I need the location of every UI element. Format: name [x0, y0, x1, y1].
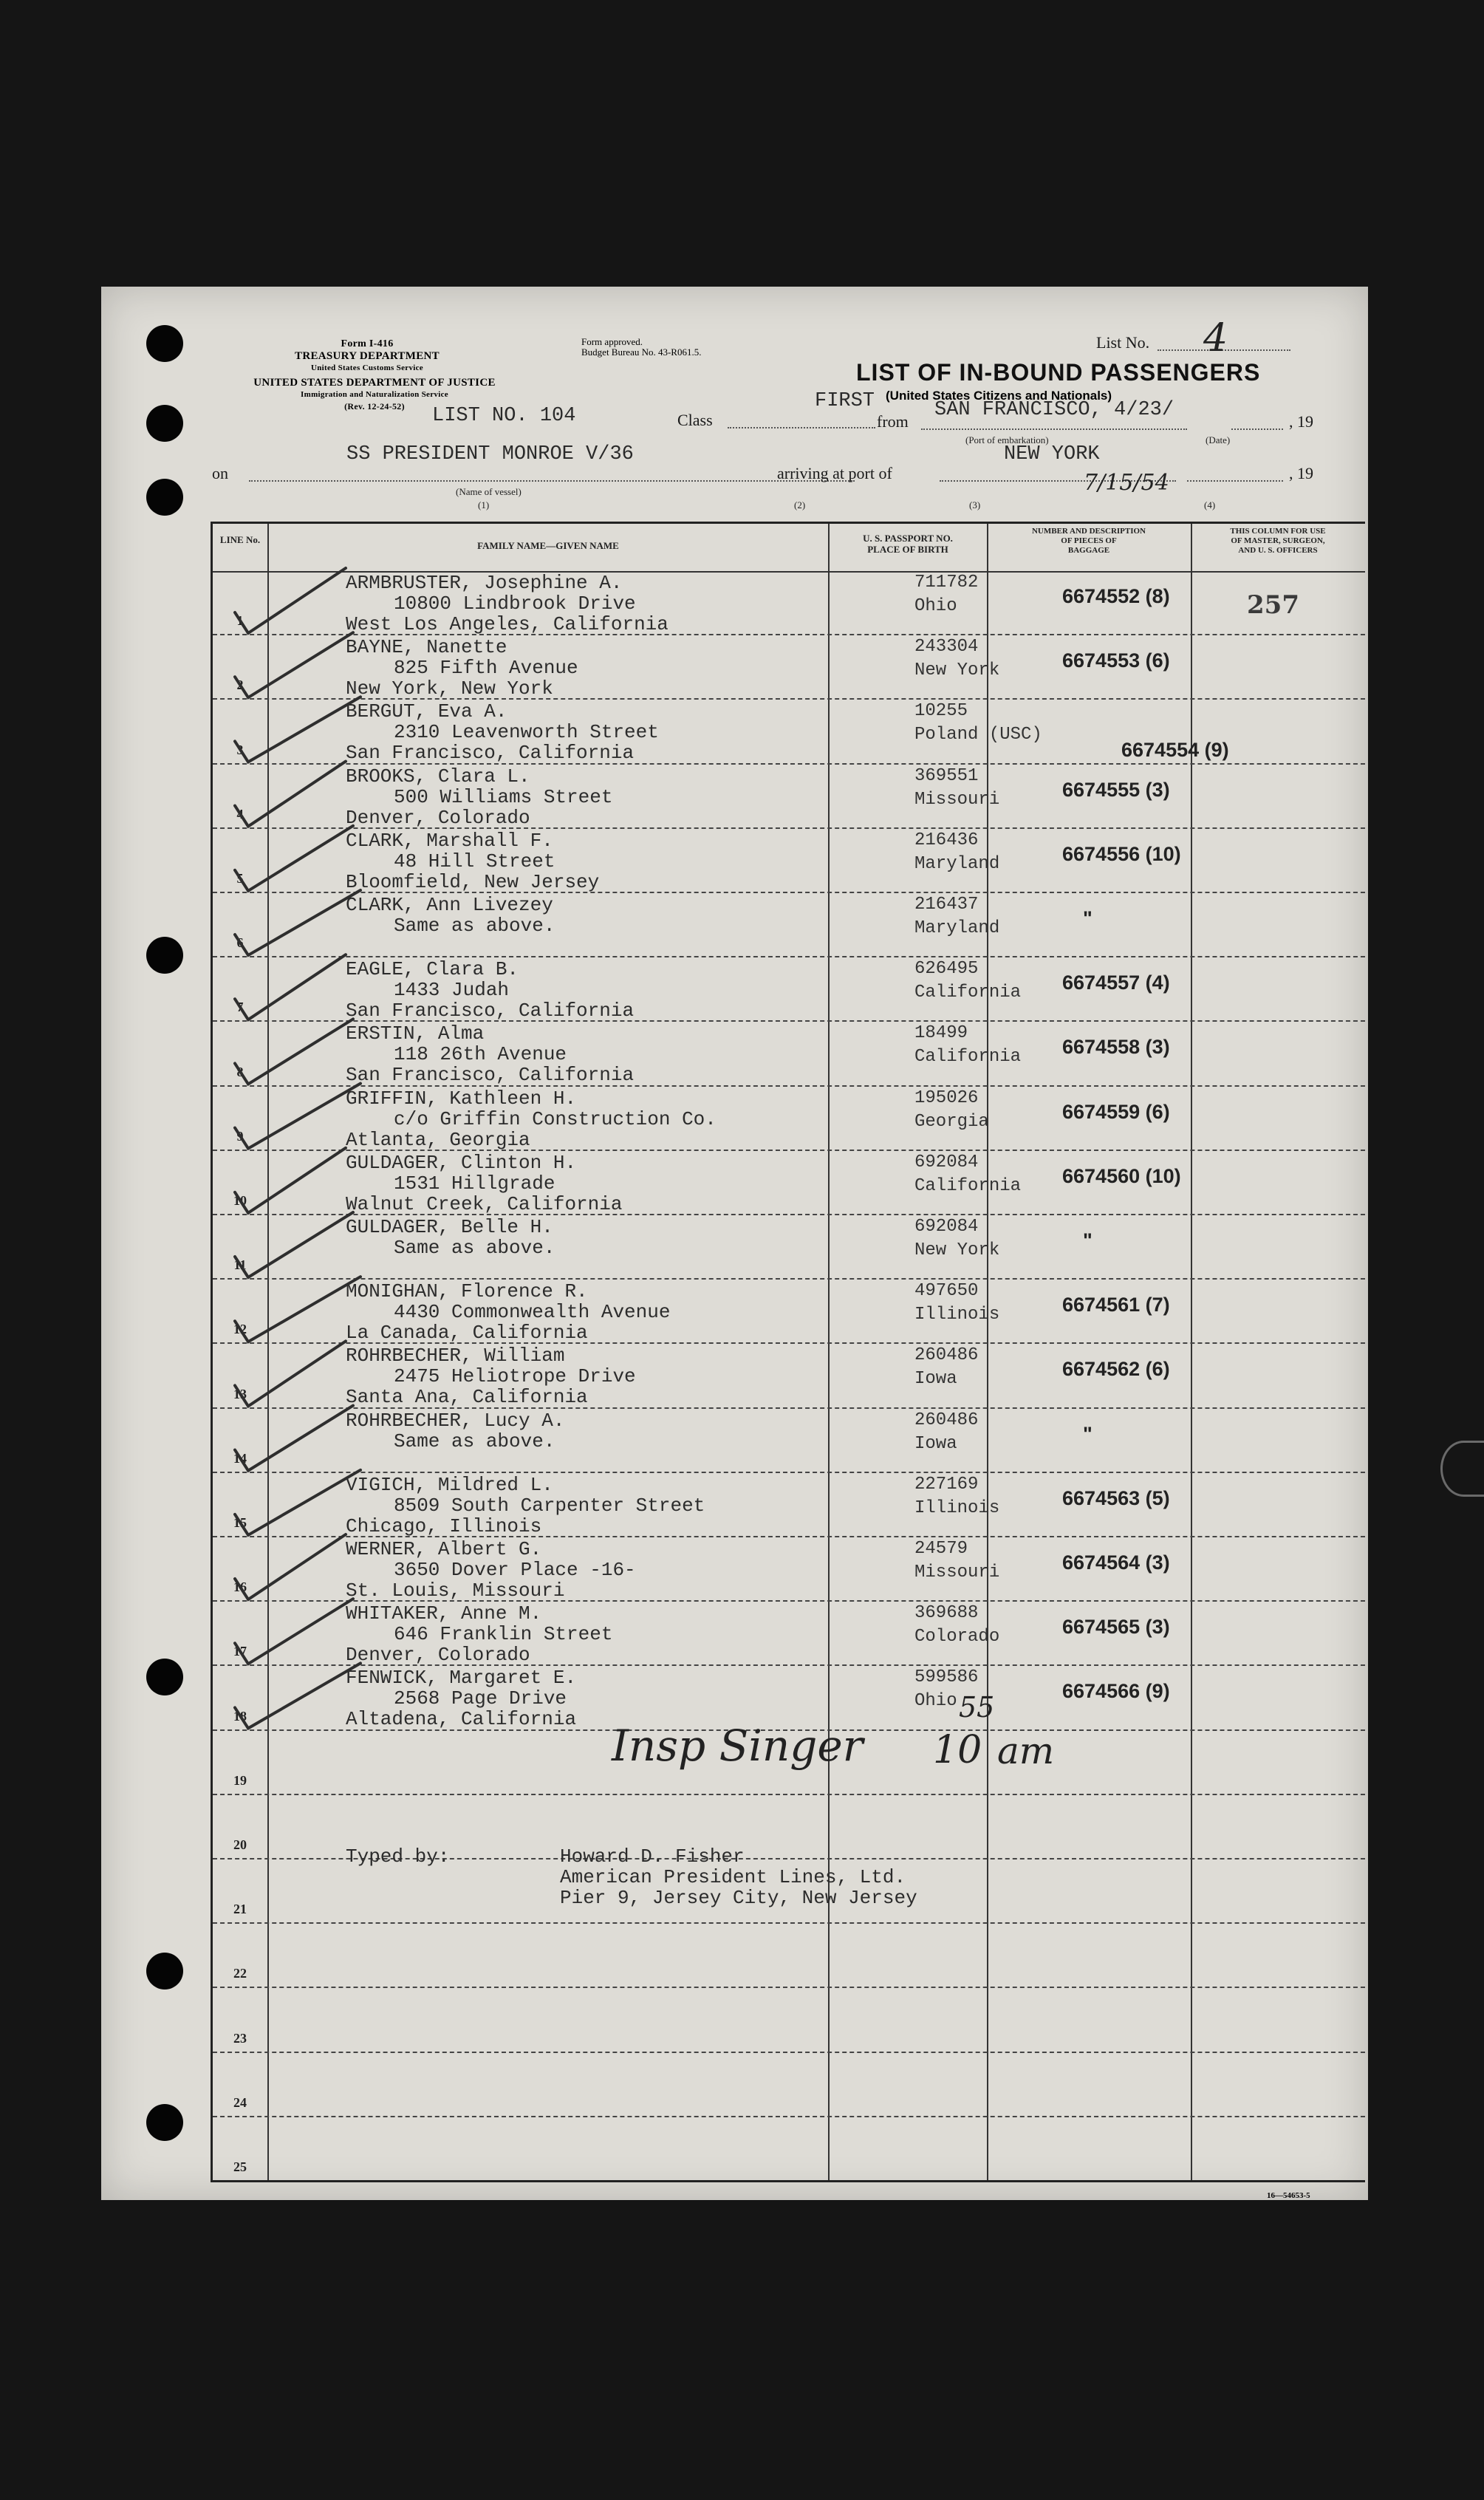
- baggage-entry: 6674560 (10): [1062, 1164, 1181, 1187]
- row-rule: [213, 2052, 1365, 2053]
- baggage-entry: 6674562 (6): [1062, 1358, 1170, 1381]
- passenger-address-1: 825 Fifth Avenue: [394, 657, 578, 680]
- check-mark: [235, 1663, 360, 1728]
- passenger-address-1: 1531 Hillgrade: [394, 1172, 555, 1195]
- baggage-entry: 6674564 (3): [1062, 1551, 1170, 1574]
- passenger-name: VIGICH, Mildred L.: [346, 1473, 553, 1496]
- passport-number: 243304: [914, 637, 979, 658]
- binder-hole: [146, 1953, 183, 1990]
- line-number: 25: [233, 2159, 247, 2174]
- vessel-caption: (Name of vessel): [456, 486, 522, 497]
- passenger-address-1: 500 Williams Street: [394, 785, 613, 808]
- check-mark: [235, 1019, 353, 1084]
- col-head-line-no: LINE No.: [219, 534, 261, 545]
- passport-number: 216436: [914, 830, 979, 850]
- passenger-address-1: 118 26th Avenue: [394, 1043, 567, 1066]
- arriving-label: arriving at port of: [777, 464, 892, 482]
- row-rule: [213, 2116, 1365, 2117]
- line-number: 14: [233, 1450, 247, 1466]
- place-of-birth: Illinois: [914, 1305, 1000, 1325]
- line-number: 18: [233, 1708, 247, 1724]
- place-of-birth: Missouri: [914, 1562, 1000, 1582]
- passport-number: 227169: [914, 1474, 979, 1495]
- passenger-address-1: 1433 Judah: [394, 979, 510, 1002]
- typed-by-label: Typed by:: [346, 1845, 450, 1868]
- embarkation-caption: (Port of embarkation): [965, 434, 1049, 445]
- place-of-birth: Maryland: [914, 918, 1000, 938]
- passenger-address-2: West Los Angeles, California: [346, 613, 669, 635]
- passenger-address-1: 8509 South Carpenter Street: [394, 1494, 705, 1517]
- passport-number: 10255: [914, 701, 968, 722]
- binder-hole: [146, 2104, 183, 2141]
- form-agency-block: [271, 338, 463, 374]
- line-number: 23: [233, 2030, 247, 2046]
- col-divider: [1191, 524, 1192, 2180]
- line-number: 7: [236, 1000, 244, 1015]
- form-approved: Form approved.: [581, 336, 643, 347]
- place-of-birth: Colorado: [914, 1627, 1000, 1647]
- arrival-port: NEW YORK: [1004, 443, 1100, 465]
- class-value: FIRST: [815, 390, 875, 412]
- year-label-2: , 19: [1289, 464, 1313, 482]
- place-of-birth: California: [914, 983, 1022, 1003]
- form-number: Form I-416: [341, 338, 394, 349]
- place-of-birth: Poland (USC): [914, 725, 1042, 745]
- passenger-address-1: 48 Hill Street: [394, 850, 555, 872]
- check-mark: [235, 1599, 353, 1664]
- check-mark: [235, 954, 346, 1020]
- passenger-address-1: 10800 Lindbrook Drive: [394, 592, 636, 615]
- revision-label: (Rev. 12-24-52): [344, 401, 405, 411]
- check-mark: [235, 1212, 353, 1277]
- from-line: [921, 428, 1187, 430]
- place-of-birth: Ohio: [914, 596, 957, 616]
- arrival-date: 7/15/54: [1084, 470, 1169, 496]
- customs-label: United States Customs Service: [311, 363, 423, 372]
- class-label: Class: [677, 411, 713, 429]
- passport-number: 626495: [914, 959, 979, 980]
- passenger-address-1: Same as above.: [394, 915, 555, 937]
- passport-number: 711782: [914, 573, 979, 592]
- typed-by-address: Pier 9, Jersey City, New Jersey: [560, 1887, 917, 1909]
- inspection-hour: 10: [933, 1728, 982, 1772]
- line-number: 1: [236, 613, 244, 629]
- form-title: LIST OF IN-BOUND PASSENGERS: [856, 359, 1261, 386]
- baggage-entry: 6674557 (4): [1062, 971, 1170, 994]
- line-number: 19: [233, 1772, 247, 1788]
- col-divider: [828, 524, 830, 2180]
- baggage-entry: 6674563 (5): [1062, 1486, 1170, 1509]
- passenger-address-1: 3650 Dover Place -16-: [394, 1559, 636, 1581]
- check-mark: [235, 1406, 353, 1471]
- place-of-birth: Illinois: [914, 1497, 1000, 1518]
- passport-number: 369551: [914, 765, 979, 786]
- passport-number: 692084: [914, 1152, 979, 1172]
- next-page-edge: [1440, 1441, 1484, 1497]
- line-number: 15: [233, 1515, 247, 1530]
- line-number: 13: [233, 1386, 247, 1401]
- passenger-name: ARMBRUSTER, Josephine A.: [346, 572, 623, 594]
- passenger-address-2: Denver, Colorado: [346, 1644, 530, 1667]
- ins-label: Immigration and Naturalization Service: [301, 390, 448, 399]
- check-mark: [235, 1341, 346, 1406]
- typed-list-no: LIST NO. 104: [432, 405, 576, 427]
- col-head-passport-1: U. S. PASSPORT NO.: [863, 533, 953, 544]
- passenger-name: ERSTIN, Alma: [346, 1022, 485, 1045]
- binder-hole: [146, 405, 183, 442]
- passenger-name: WHITAKER, Anne M.: [346, 1602, 542, 1625]
- binder-hole: [146, 325, 183, 362]
- baggage-entry: 6674566 (9): [1062, 1680, 1170, 1703]
- passenger-address-2: Walnut Creek, California: [346, 1192, 623, 1215]
- col-head-officers-2: OF MASTER, SURGEON,: [1231, 536, 1325, 545]
- baggage-entry: 6674555 (3): [1062, 778, 1170, 801]
- line-number: 12: [233, 1322, 247, 1337]
- passport-number: 692084: [914, 1217, 979, 1237]
- place-of-birth: New York: [914, 660, 1000, 681]
- line-number: 16: [233, 1579, 247, 1595]
- baggage-entry: 6674558 (3): [1062, 1036, 1170, 1059]
- place-of-birth: Missouri: [914, 789, 1000, 810]
- line-number: 5: [236, 871, 244, 886]
- budget-number: Budget Bureau No. 43-R061.5.: [581, 346, 702, 358]
- passport-number: 599586: [914, 1667, 979, 1688]
- citizens-subtitle: (United States Citizens and Nationals): [886, 389, 1112, 403]
- passport-number: 18499: [914, 1023, 968, 1044]
- col-head-baggage-1: NUMBER AND DESCRIPTION: [1031, 527, 1146, 536]
- passenger-address-2: St. Louis, Missouri: [346, 1579, 565, 1602]
- passenger-address-2: Atlanta, Georgia: [346, 1128, 530, 1151]
- line-number: 3: [236, 742, 244, 757]
- inspection-ampm: am: [997, 1729, 1055, 1772]
- date-caption: (Date): [1206, 434, 1231, 445]
- class-line: [728, 427, 875, 428]
- typed-by-name: Howard D. Fisher: [560, 1845, 745, 1868]
- passenger-address-2: Bloomfield, New Jersey: [346, 870, 600, 893]
- passenger-address-1: c/o Griffin Construction Co.: [394, 1107, 717, 1130]
- passenger-address-2: San Francisco, California: [346, 1000, 635, 1022]
- check-mark: [235, 1470, 360, 1535]
- line-number: 11: [233, 1257, 247, 1273]
- list-no-value: 4: [1203, 316, 1228, 361]
- passenger-table: [211, 522, 1365, 2182]
- passport-number: 216437: [914, 895, 979, 915]
- passenger-address-2: La Canada, California: [346, 1322, 588, 1345]
- line-number: 10: [233, 1193, 247, 1208]
- col-head-passport: [830, 533, 985, 555]
- baggage-entry: 6674565 (3): [1062, 1616, 1170, 1639]
- passenger-address-1: 646 Franklin Street: [394, 1623, 613, 1646]
- passport-number: 497650: [914, 1281, 979, 1302]
- footer-code: 16—54653-5: [1267, 2191, 1310, 2200]
- vessel-line: [249, 480, 855, 482]
- baggage-entry: 6674552 (8): [1062, 585, 1170, 607]
- check-mark: [235, 762, 346, 827]
- col-head-baggage-3: BAGGAGE: [1067, 546, 1110, 555]
- baggage-entry: 6674553 (6): [1062, 649, 1170, 672]
- passenger-address-1: 2568 Page Drive: [394, 1687, 567, 1710]
- justice-label: UNITED STATES DEPARTMENT OF JUSTICE: [253, 377, 496, 389]
- check-mark: [235, 568, 346, 633]
- passenger-name: CLARK, Ann Livezey: [346, 894, 553, 916]
- place-of-birth: Georgia: [914, 1111, 989, 1132]
- passenger-address-2: Santa Ana, California: [346, 1386, 588, 1409]
- baggage-entry: 6674554 (9): [1121, 739, 1229, 762]
- passenger-address-1: 2310 Leavenworth Street: [394, 721, 659, 744]
- col-head-baggage-2: OF PIECES OF: [1061, 536, 1117, 545]
- line-number: 21: [233, 1902, 247, 1917]
- passenger-address-2: Denver, Colorado: [346, 806, 530, 829]
- col-head-baggage: [988, 527, 1189, 556]
- typed-by-company: American President Lines, Ltd.: [560, 1866, 906, 1888]
- passenger-address-2: New York, New York: [346, 677, 553, 700]
- check-mark: [235, 1277, 360, 1342]
- inspection-minutes: 55: [959, 1691, 995, 1724]
- row-rule: [213, 1987, 1365, 1988]
- passenger-name: ROHRBECHER, Lucy A.: [346, 1409, 565, 1432]
- baggage-entry: ": [1083, 907, 1093, 929]
- date-line-2: [1187, 480, 1283, 482]
- inspector-signature: Insp Singer: [612, 1721, 864, 1771]
- check-mark: [235, 826, 353, 891]
- col-head-passport-2: PLACE OF BIRTH: [867, 544, 948, 555]
- from-label: from: [877, 412, 909, 431]
- passenger-address-1: 4430 Commonwealth Avenue: [394, 1301, 671, 1324]
- col-divider: [987, 524, 988, 2180]
- from-value: SAN FRANCISCO, 4/23/: [934, 399, 1174, 421]
- line-number: 20: [233, 1837, 247, 1852]
- check-mark: [235, 1534, 346, 1599]
- row-rule: [213, 1922, 1365, 1924]
- caption-2: (2): [794, 499, 806, 510]
- passenger-name: WERNER, Albert G.: [346, 1538, 542, 1560]
- manifest-page: [101, 287, 1368, 2200]
- treasury-label: TREASURY DEPARTMENT: [295, 350, 440, 362]
- passport-number: 195026: [914, 1087, 979, 1108]
- passenger-address-2: Altadena, California: [346, 1708, 577, 1731]
- approval-block: [581, 337, 701, 358]
- passenger-name: GRIFFIN, Kathleen H.: [346, 1087, 577, 1110]
- date-line-1: [1231, 428, 1283, 430]
- check-mark: [235, 890, 360, 955]
- line-number: 8: [236, 1064, 244, 1079]
- place-of-birth: Maryland: [914, 853, 1000, 874]
- binder-hole: [146, 937, 183, 974]
- line-number: 22: [233, 1966, 247, 1981]
- place-of-birth: California: [914, 1047, 1022, 1068]
- caption-3: (3): [969, 499, 981, 510]
- col-head-officers-3: AND U. S. OFFICERS: [1238, 546, 1318, 555]
- line-number: 4: [236, 806, 244, 822]
- passenger-address-1: Same as above.: [394, 1430, 555, 1452]
- passenger-address-2: Chicago, Illinois: [346, 1514, 542, 1537]
- col-head-name: FAMILY NAME—GIVEN NAME: [477, 540, 619, 551]
- line-number: 24: [233, 2094, 247, 2110]
- passenger-name: CLARK, Marshall F.: [346, 829, 553, 852]
- place-of-birth: California: [914, 1175, 1022, 1196]
- binder-hole: [146, 1659, 183, 1695]
- passenger-name: GULDAGER, Belle H.: [346, 1216, 553, 1238]
- place-of-birth: New York: [914, 1240, 1000, 1260]
- line-number: 6: [236, 935, 244, 951]
- baggage-entry: 6674559 (6): [1062, 1100, 1170, 1123]
- col-head-officers-1: THIS COLUMN FOR USE: [1230, 527, 1326, 536]
- baggage-entry: ": [1083, 1422, 1093, 1445]
- vessel-name: SS PRESIDENT MONROE V/36: [346, 443, 634, 465]
- place-of-birth: Iowa: [914, 1369, 957, 1390]
- line-number: 9: [236, 1128, 244, 1144]
- baggage-entry: 6674561 (7): [1062, 1294, 1170, 1316]
- passenger-name: GULDAGER, Clinton H.: [346, 1151, 577, 1174]
- passenger-name: EAGLE, Clara B.: [346, 958, 519, 981]
- passport-number: 24579: [914, 1539, 968, 1559]
- passport-number: 369688: [914, 1603, 979, 1624]
- passenger-name: MONIGHAN, Florence R.: [346, 1280, 588, 1303]
- check-mark: [235, 1084, 360, 1149]
- list-no-label: List No.: [1096, 333, 1150, 352]
- passenger-name: BERGUT, Eva A.: [346, 700, 507, 723]
- year-label-1: , 19: [1289, 412, 1313, 431]
- line-number: 17: [233, 1644, 247, 1659]
- baggage-entry: ": [1083, 1229, 1093, 1251]
- caption-4: (4): [1204, 499, 1216, 510]
- place-of-birth: Ohio: [914, 1691, 957, 1712]
- passenger-address-2: San Francisco, California: [346, 1064, 635, 1087]
- passenger-address-1: 2475 Heliotrope Drive: [394, 1365, 636, 1388]
- on-label: on: [212, 464, 228, 482]
- baggage-entry: 6674556 (10): [1062, 842, 1181, 865]
- officer-mark: 257: [1247, 590, 1299, 620]
- line-number: 2: [236, 677, 244, 693]
- checkmarks: [228, 568, 434, 1794]
- passenger-name: BROOKS, Clara L.: [346, 765, 530, 788]
- check-mark: [235, 1148, 346, 1213]
- passenger-name: ROHRBECHER, William: [346, 1345, 565, 1367]
- passenger-name: BAYNE, Nanette: [346, 636, 507, 659]
- caption-1: (1): [478, 499, 490, 510]
- place-of-birth: Iowa: [914, 1433, 957, 1454]
- passenger-name: FENWICK, Margaret E.: [346, 1667, 577, 1690]
- passport-number: 260486: [914, 1345, 979, 1366]
- binder-hole: [146, 479, 183, 516]
- check-mark: [235, 697, 360, 762]
- check-mark: [235, 632, 353, 697]
- passenger-address-1: Same as above.: [394, 1237, 555, 1259]
- passport-number: 260486: [914, 1410, 979, 1430]
- col-head-officers: [1192, 527, 1364, 556]
- passenger-address-2: San Francisco, California: [346, 742, 635, 765]
